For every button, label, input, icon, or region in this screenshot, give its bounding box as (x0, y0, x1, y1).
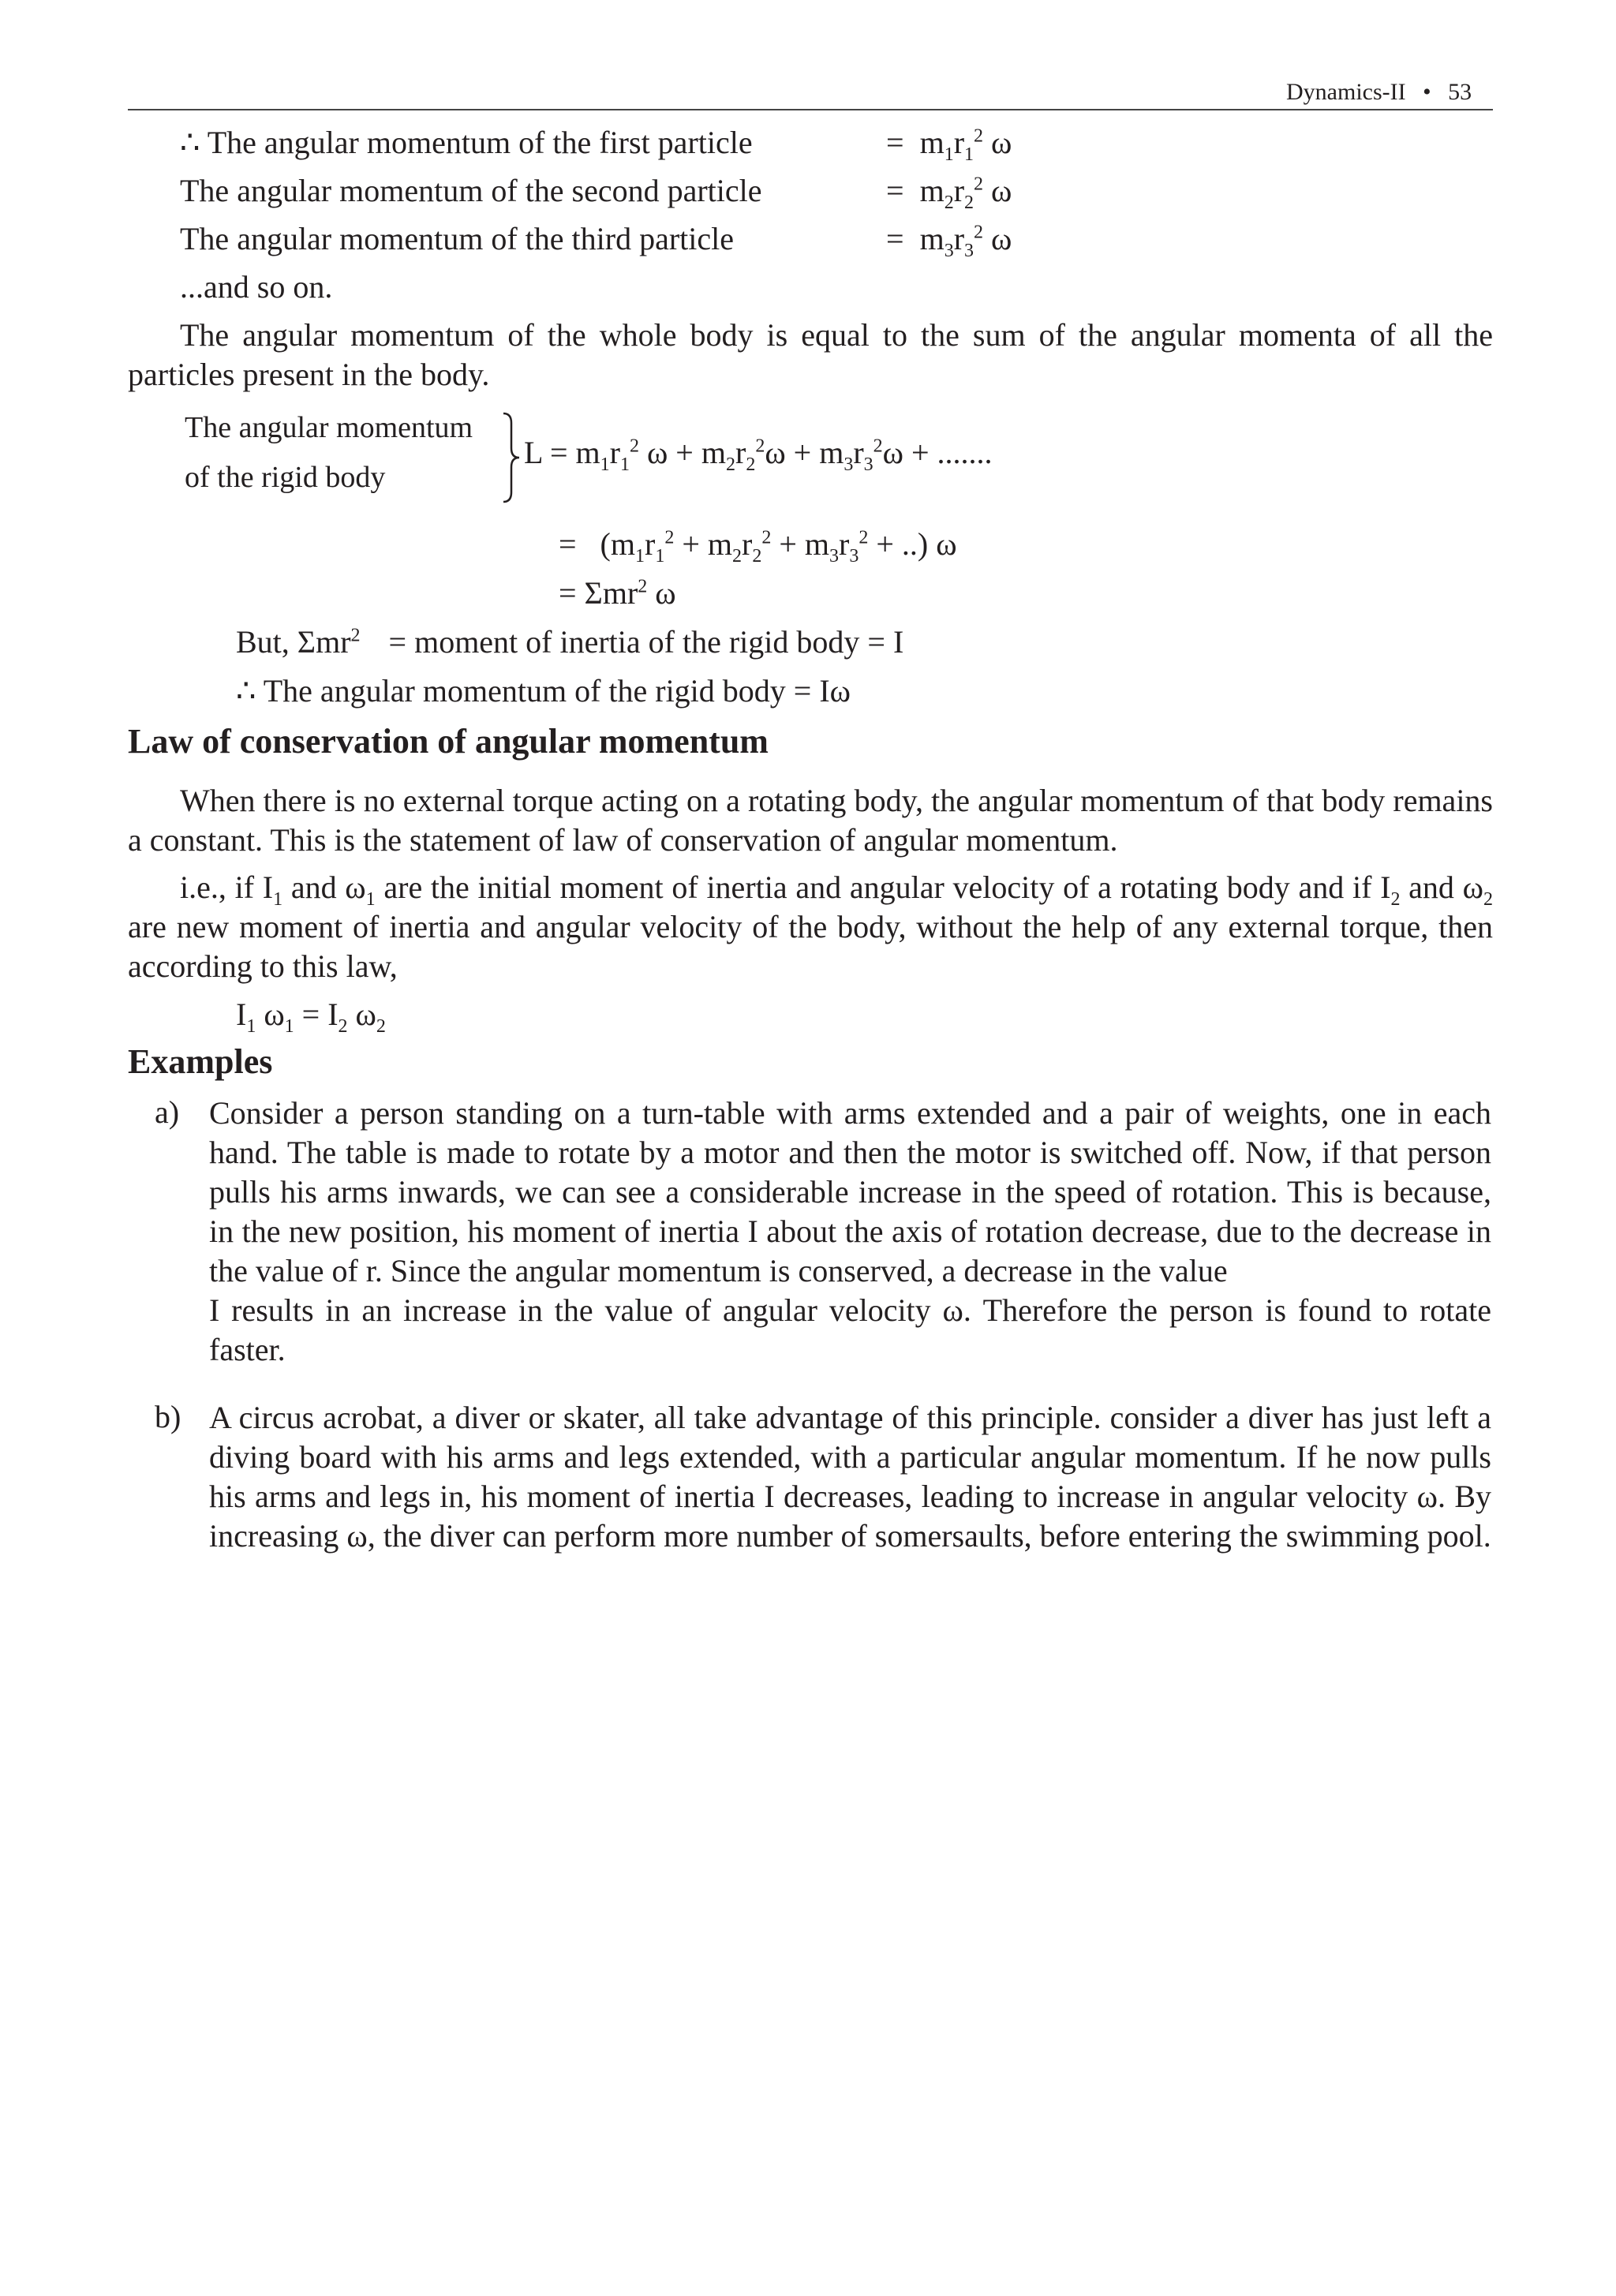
header-title: Dynamics-II (1286, 79, 1406, 105)
momentum-row-3-label: The angular momentum of the third particle (180, 221, 734, 256)
moment-of-inertia-line: But, Σmr$^2$ = moment of inertia of the rigid body = I (236, 624, 904, 660)
and-so-on: ...and so on. (180, 269, 333, 305)
whole-body-paragraph: The angular momentum of the whole body is equal to the sum of the angular momenta of all the particles present in the body. (128, 317, 1493, 392)
momentum-row-2-label: The angular momentum of the second particle (180, 173, 762, 208)
rigid-body-eq3: = Σmr$^2$ ω (559, 575, 676, 611)
example-a-text: Consider a person standing on a turn-table with arms extended and a pair of weights, one in each hand. The table is made to rotate by a motor and then the motor is switched off. Now, if that person pulls his arms inwards, we can see a considerable increase in the speed of rotation. This is because, in the new position, his moment of inertia I about the axis of rotation decrease, due to the decrease in the value of r. Since the angular momentum is conserved, a decrease in the value I results in an increase in the value of angular velocity ω. Therefore the person is found to rotate faster. (209, 1095, 1491, 1367)
law-heading: Law of conservation of angular momentum (128, 722, 769, 761)
header-rule (128, 109, 1493, 110)
momentum-row-3-expr: = $m_3r_3^2$ ω (886, 221, 1012, 261)
rigid-body-label-line1: The angular momentum (185, 411, 473, 444)
rigid-body-eq2: = ($m_1r_1^2 + m_2r_2^2 + m_3r_3^2$ + ..) ω (559, 526, 957, 567)
running-header (1286, 79, 1472, 106)
curly-brace (500, 410, 524, 505)
conservation-formula: $I_1$ $\omega_1 = I_2$ $\omega_2$ (236, 997, 386, 1037)
example-b-marker: b) (155, 1399, 181, 1434)
rigid-body-label-line2: of the rigid body (185, 461, 386, 494)
law-paragraph-2: i.e., if $I_1$ and $\omega_1$ are the initial moment of inertia and angular velocity of a rotating body and if $I_2$ and $\omega_2$ are new moment of inertia and angular velocity of the body, without the help of any external torque, then according to this law, (128, 869, 1493, 984)
header-bullet: • (1423, 79, 1431, 105)
rigid-body-L-equation: $L = m_1r_1^2$ $\omega + m_2r_2^2\omega + m_3r_3^2\omega$ + ....... (524, 435, 993, 475)
momentum-row-1-expr: = $m_1r_1^2$ ω (886, 125, 1012, 165)
example-b-text: A circus acrobat, a diver or skater, all take advantage of this principle. consider a diver has just left a diving board with his arms and legs extended, with a particular angular momentum. If he now pulls his arms and legs in, his moment of inertia I decreases, leading to increase in angular velocity ω. By increasing ω, the diver can perform more number of somersaults, before entering the swimming pool. (209, 1400, 1491, 1554)
examples-heading: Examples (128, 1042, 273, 1081)
example-a-marker: a) (155, 1094, 180, 1130)
law-paragraph-1: When there is no external torque acting on a rotating body, the angular momentum of that body remains a constant. This is the statement of law of conservation of angular momentum. (128, 783, 1493, 858)
momentum-row-2-expr: = $m_2r_2^2$ ω (886, 173, 1012, 213)
therefore-line: ∴ The angular momentum of the rigid body = Iω (236, 673, 851, 709)
momentum-row-1-label: ∴ The angular momentum of the first particle (180, 125, 753, 160)
page-number: 53 (1448, 79, 1472, 105)
